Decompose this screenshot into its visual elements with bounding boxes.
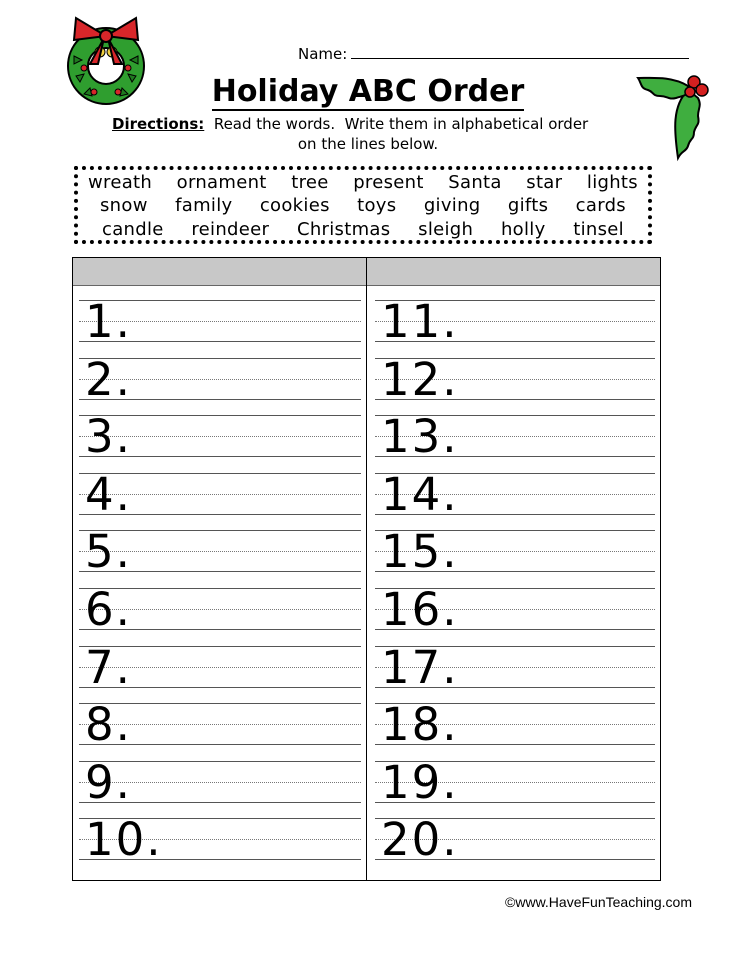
line-number: 15. (381, 525, 459, 579)
column-divider (366, 258, 367, 880)
word-bank (74, 166, 652, 244)
word-row (100, 195, 626, 216)
word: gifts (507, 195, 549, 216)
line-number: 9. (85, 755, 132, 809)
answer-line[interactable] (79, 698, 361, 752)
word: present (353, 172, 424, 193)
line-number: 16. (381, 583, 459, 636)
word: candle (102, 219, 164, 240)
line-number: 17. (381, 640, 459, 694)
word-row (88, 172, 638, 193)
line-number: 18. (381, 698, 459, 752)
word: ornament (176, 172, 267, 193)
line-number: 2. (85, 352, 132, 406)
word: Santa (448, 172, 502, 193)
answer-line[interactable] (375, 813, 655, 867)
answer-line[interactable] (79, 813, 361, 867)
line-number: 3. (85, 410, 132, 464)
word: holly (500, 219, 546, 240)
line-number: 4. (85, 467, 132, 521)
answer-line[interactable] (375, 410, 655, 464)
answer-line[interactable] (375, 583, 655, 636)
directions-label: Directions: (112, 115, 205, 133)
line-number: 6. (85, 583, 132, 636)
word: reindeer (191, 219, 270, 240)
word: snow (100, 195, 148, 216)
answer-line[interactable] (375, 525, 655, 579)
page-title (0, 74, 736, 109)
word: star (526, 172, 563, 193)
answer-line[interactable] (375, 640, 655, 694)
word: lights (586, 172, 638, 193)
name-label: Name: (298, 45, 348, 63)
name-blank-line[interactable] (351, 44, 689, 59)
answer-line[interactable] (79, 583, 361, 636)
word: tinsel (573, 219, 624, 240)
name-field (298, 44, 689, 63)
answer-line[interactable] (79, 640, 361, 694)
answer-line[interactable] (79, 755, 361, 809)
word: wreath (88, 172, 153, 193)
directions-text: Read the words. Write them in alphabetical order (213, 115, 589, 133)
answer-line[interactable] (375, 295, 655, 348)
right-column-header (367, 258, 660, 286)
answer-line[interactable] (79, 467, 361, 521)
copyright-footer: ©www.HaveFunTeaching.com (505, 894, 692, 910)
line-number: 10. (85, 813, 163, 867)
line-number: 8. (85, 698, 132, 752)
line-number: 13. (381, 410, 459, 464)
line-number: 19. (381, 755, 459, 809)
line-number: 5. (85, 525, 132, 579)
line-number: 20. (381, 813, 459, 867)
answer-line[interactable] (79, 525, 361, 579)
answer-line[interactable] (79, 295, 361, 348)
answer-line[interactable] (375, 698, 655, 752)
answer-line[interactable] (79, 410, 361, 464)
title-text: Holiday ABC Order (211, 74, 525, 109)
line-number: 11. (381, 295, 459, 348)
directions (112, 114, 632, 134)
word: cookies (259, 195, 330, 216)
word: tree (291, 172, 329, 193)
left-column-header (73, 258, 366, 286)
line-number: 14. (381, 467, 459, 521)
answer-line[interactable] (79, 352, 361, 406)
word: Christmas (296, 219, 391, 240)
answer-line[interactable] (375, 755, 655, 809)
line-number: 7. (85, 640, 132, 694)
word: sleigh (418, 219, 474, 240)
line-number: 1. (85, 295, 132, 348)
answer-grid (72, 257, 661, 881)
word: cards (575, 195, 626, 216)
answer-line[interactable] (375, 352, 655, 406)
answer-line[interactable] (375, 467, 655, 521)
word: giving (423, 195, 481, 216)
line-number: 12. (381, 352, 459, 406)
directions-text-2: on the lines below. (297, 135, 439, 153)
word: family (175, 195, 233, 216)
word-row (102, 219, 624, 240)
word: toys (357, 195, 397, 216)
